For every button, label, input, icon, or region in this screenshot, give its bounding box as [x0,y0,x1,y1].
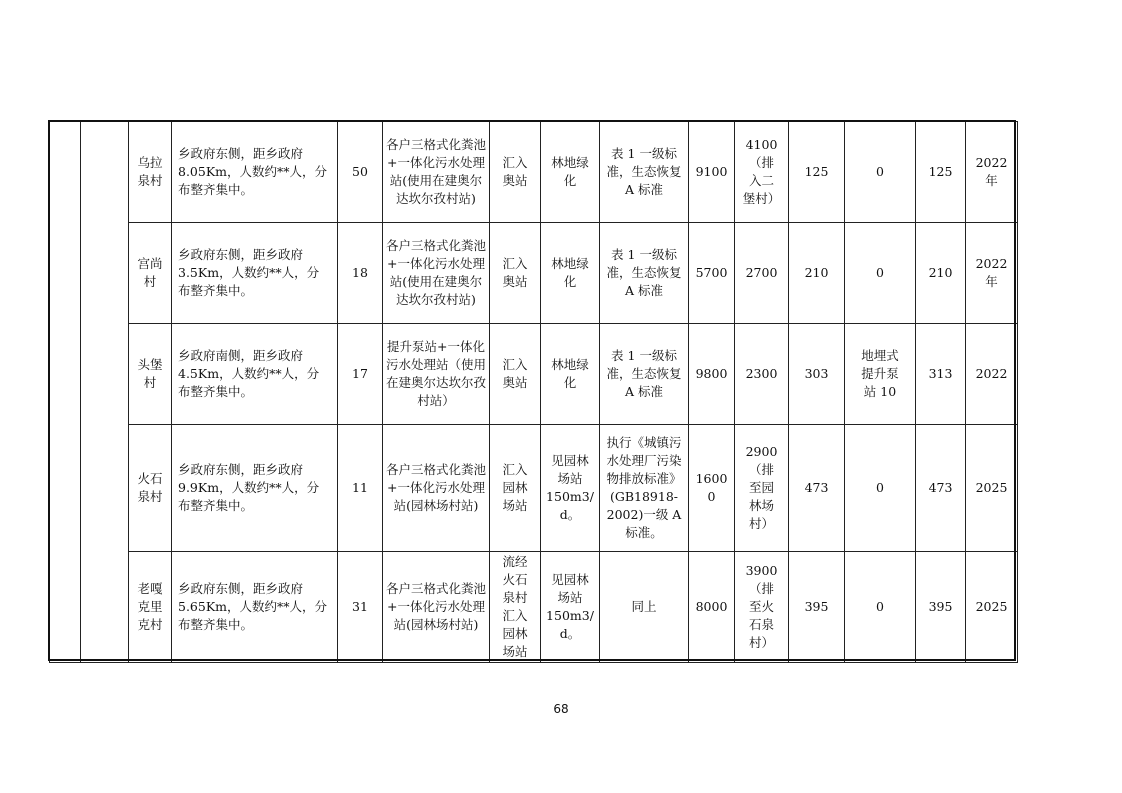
year-cell: 2022 年 [966,223,1018,324]
value-cell: 210 [789,223,845,324]
reuse-cell: 林地绿 化 [541,324,600,425]
reuse-cell: 林地绿 化 [541,122,600,223]
table-row [50,324,1018,425]
location-cell: 乡政府南侧，距乡政府4.5Km，人数约**人，分布整齐集中。 [172,324,338,425]
village-cell: 火石 泉村 [129,425,172,552]
value-cell: 2700 [735,223,789,324]
destination-cell: 汇入 奥站 [490,324,541,425]
value-cell: 473 [789,425,845,552]
value-cell: 4100 （排 入二 堡村） [735,122,789,223]
standard-cell: 表 1 一级标准，生态恢复 A 标准 [600,223,689,324]
value-cell: 395 [789,552,845,663]
reuse-cell: 见园林 场站 150m3/ d。 [541,552,600,663]
value-cell: 313 [916,324,966,425]
value-cell: 0 [845,223,916,324]
value-cell: 0 [845,425,916,552]
page-number: 68 [553,702,569,716]
village-cell: 乌拉 泉村 [129,122,172,223]
year-cell: 2025 [966,552,1018,663]
standard-cell: 同上 [600,552,689,663]
value-cell: 473 [916,425,966,552]
village-cell: 头堡 村 [129,324,172,425]
value-cell: 8000 [689,552,735,663]
destination-cell: 汇入 奥站 [490,122,541,223]
value-cell: 303 [789,324,845,425]
year-cell: 2022 [966,324,1018,425]
value-cell: 3900 （排 至火 石泉 村） [735,552,789,663]
standard-cell: 表 1 一级标准，生态恢复 A 标准 [600,324,689,425]
value-cell: 395 [916,552,966,663]
value-cell: 2900 （排 至园 林场 村） [735,425,789,552]
value-cell: 125 [916,122,966,223]
households-cell: 50 [338,122,383,223]
location-cell: 乡政府东侧，距乡政府3.5Km，人数约**人，分布整齐集中。 [172,223,338,324]
process-cell: 各户三格式化粪池+一体化污水处理站(园林场村站) [383,552,490,663]
process-cell: 各户三格式化粪池+一体化污水处理站(使用在建奥尔达坎尔孜村站) [383,223,490,324]
blank-cell-second [81,122,129,663]
location-cell: 乡政府东侧，距乡政府8.05Km，人数约**人，分布整齐集中。 [172,122,338,223]
village-cell: 老嘎 克里 克村 [129,552,172,663]
reuse-cell: 林地绿 化 [541,223,600,324]
village-cell: 宫尚 村 [129,223,172,324]
year-cell: 2025 [966,425,1018,552]
value-cell: 地埋式 提升泵 站 10 [845,324,916,425]
blank-cell-left [50,122,81,663]
table-row [50,223,1018,324]
households-cell: 31 [338,552,383,663]
destination-cell: 汇入 奥站 [490,223,541,324]
households-cell: 17 [338,324,383,425]
value-cell: 0 [845,122,916,223]
standard-cell: 表 1 一级标准，生态恢复 A 标准 [600,122,689,223]
value-cell: 9800 [689,324,735,425]
location-cell: 乡政府东侧，距乡政府5.65Km，人数约**人，分布整齐集中。 [172,552,338,663]
households-cell: 18 [338,223,383,324]
year-cell: 2022 年 [966,122,1018,223]
standard-cell: 执行《城镇污水处理厂污染物排放标准》(GB18918-2002)一级 A 标准。 [600,425,689,552]
destination-cell: 汇入 园林 场站 [490,425,541,552]
process-cell: 各户三格式化粪池+一体化污水处理站(园林场村站) [383,425,490,552]
destination-cell: 流经 火石 泉村 汇入 园林 场站 [490,552,541,663]
value-cell: 1600 0 [689,425,735,552]
sewage-plan-table [49,121,1018,663]
location-cell: 乡政府东侧，距乡政府9.9Km，人数约**人，分布整齐集中。 [172,425,338,552]
table-row [50,425,1018,552]
process-cell: 提升泵站+一体化污水处理站（使用在建奥尔达坎尔孜村站） [383,324,490,425]
value-cell: 5700 [689,223,735,324]
value-cell: 125 [789,122,845,223]
reuse-cell: 见园林 场站 150m3/ d。 [541,425,600,552]
process-cell: 各户三格式化粪池+一体化污水处理站(使用在建奥尔达坎尔孜村站) [383,122,490,223]
table-row [50,122,1018,223]
value-cell: 210 [916,223,966,324]
value-cell: 9100 [689,122,735,223]
households-cell: 11 [338,425,383,552]
value-cell: 0 [845,552,916,663]
value-cell: 2300 [735,324,789,425]
table-row [50,552,1018,663]
